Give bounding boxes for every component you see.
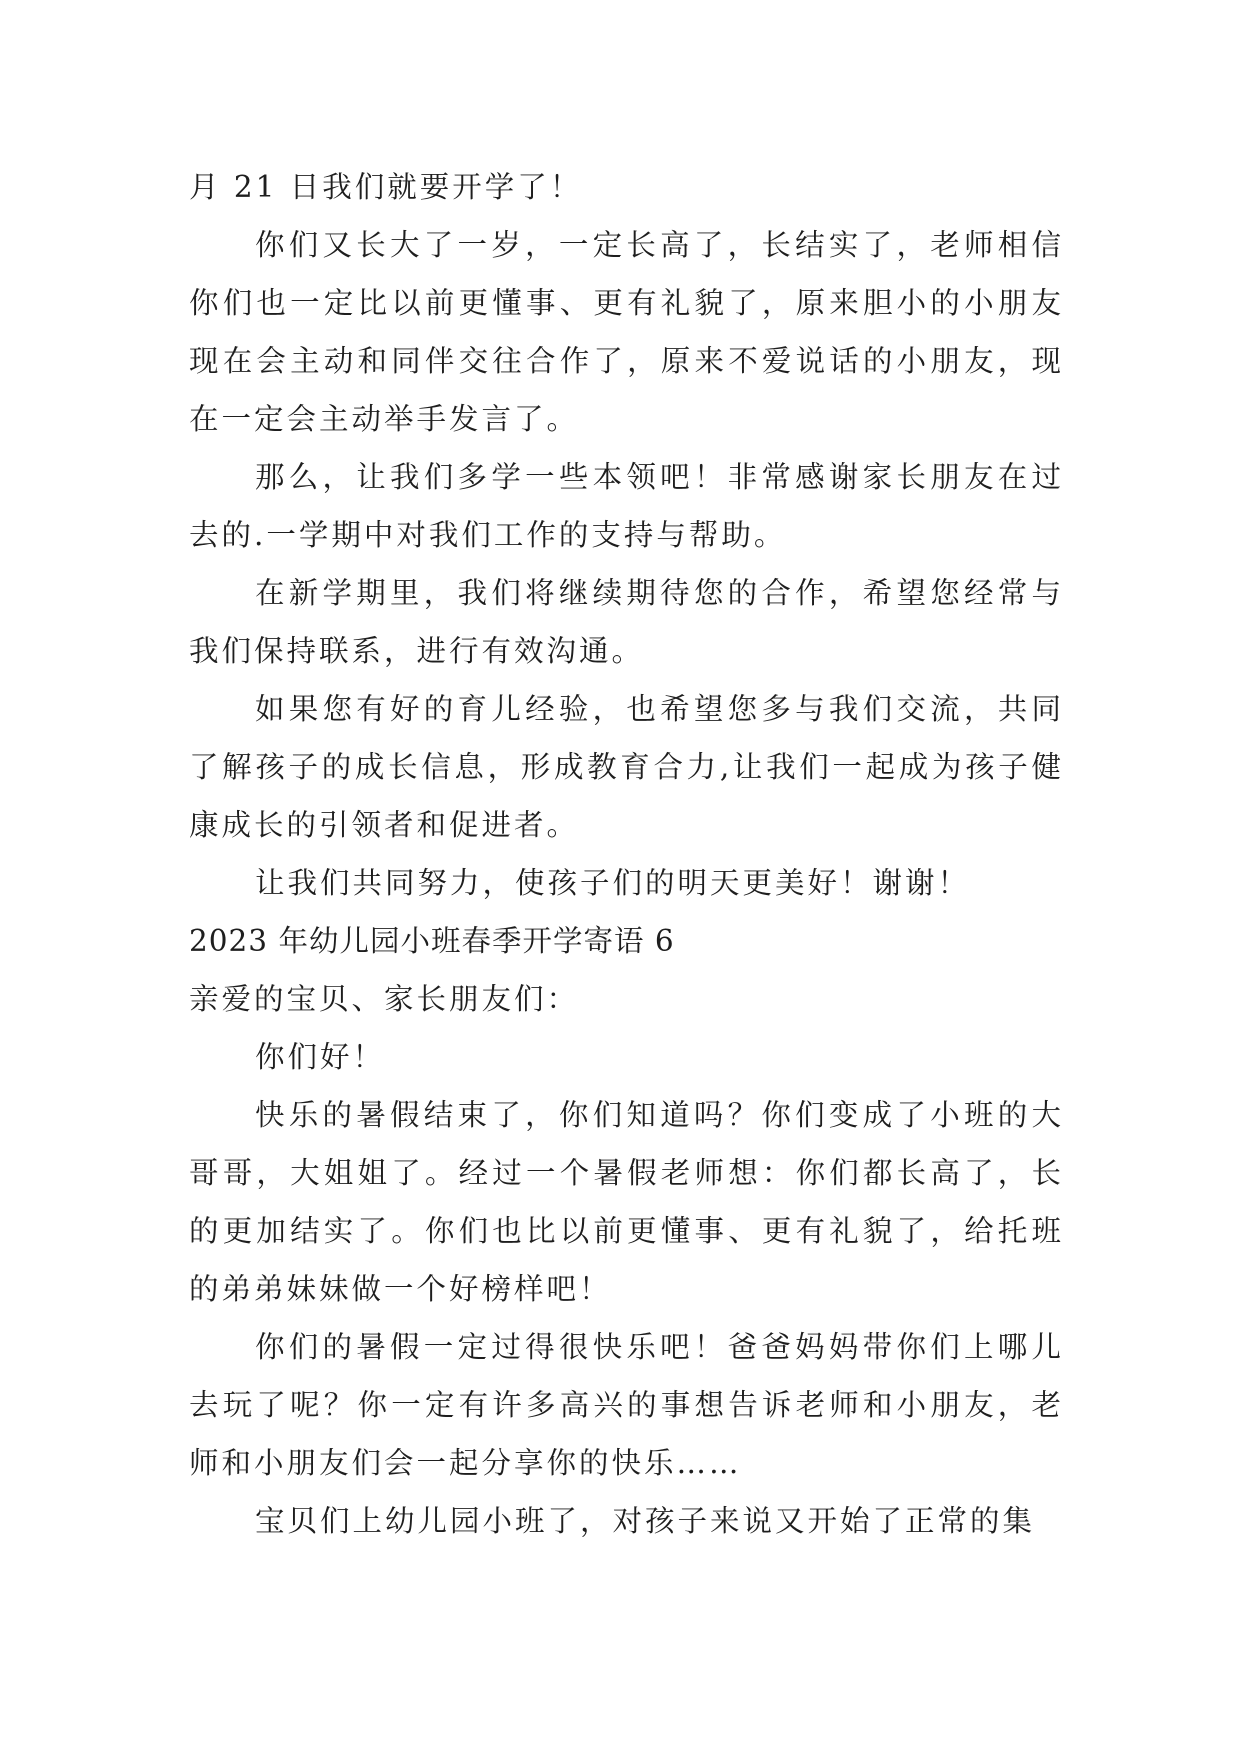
- paragraph: 在新学期里，我们将继续期待您的合作，希望您经常与我们保持联系，进行有效沟通。: [189, 576, 1064, 668]
- document-body: [189, 158, 1064, 1550]
- paragraph: 你们的暑假一定过得很快乐吧！爸爸妈妈带你们上哪儿去玩了呢？你一定有许多高兴的事想告诉老师和小朋友，老师和小朋友们会一起分享你的快乐……: [189, 1330, 1064, 1480]
- paragraph: 你们又长大了一岁，一定长高了，长结实了，老师相信你们也一定比以前更懂事、更有礼貌了，原来胆小的小朋友现在会主动和同伴交往合作了，原来不爱说话的小朋友，现在一定会主动举手发言了。: [189, 228, 1064, 436]
- paragraph: 快乐的暑假结束了，你们知道吗？你们变成了小班的大哥哥，大姐姐了。经过一个暑假老师想：你们都长高了，长的更加结实了。你们也比以前更懂事、更有礼貌了，给托班的弟弟妹妹做一个好榜样吧！: [189, 1098, 1064, 1306]
- paragraph: 宝贝们上幼儿园小班了，对孩子来说又开始了正常的集: [255, 1504, 1036, 1538]
- section-heading: 2023 年幼儿园小班春季开学寄语 6: [189, 924, 675, 958]
- paragraph: 如果您有好的育儿经验，也希望您多与我们交流，共同了解孩子的成长信息，形成教育合力,让我们一起成为孩子健康成长的引领者和促进者。: [189, 692, 1064, 842]
- greeting: 你们好！: [255, 1040, 386, 1074]
- paragraph: 让我们共同努力，使孩子们的明天更美好！谢谢！: [255, 866, 971, 900]
- paragraph: 月 21 日我们就要开学了！: [189, 170, 583, 204]
- salutation: 亲爱的宝贝、家长朋友们：: [189, 982, 580, 1016]
- paragraph: 那么，让我们多学一些本领吧！非常感谢家长朋友在过去的.一学期中对我们工作的支持与帮助。: [189, 460, 1064, 552]
